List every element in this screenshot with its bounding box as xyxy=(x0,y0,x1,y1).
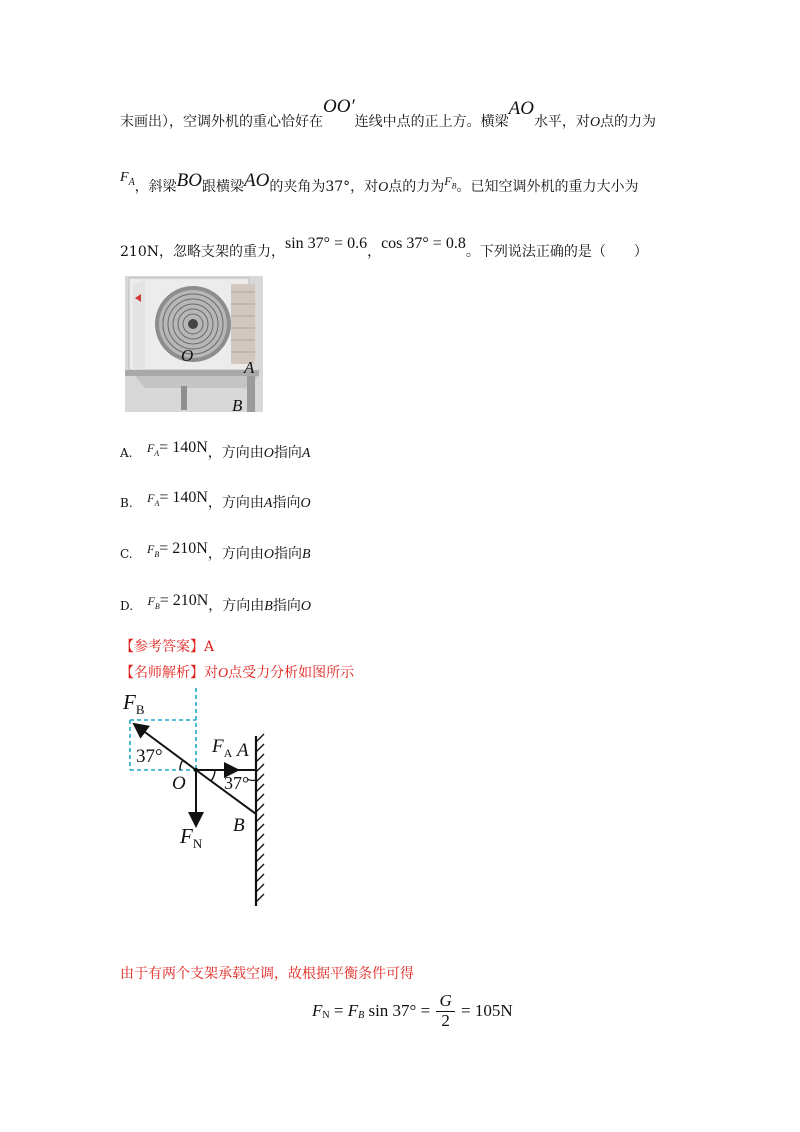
math-ao: AO xyxy=(508,98,534,119)
diagram-label-b: B xyxy=(233,815,245,836)
math-sin: sin 37° = 0.6 xyxy=(284,235,368,252)
air-conditioner-illustration xyxy=(125,276,263,412)
diagram-label-a: A xyxy=(237,740,249,761)
question-text: 210N，忽略支架的重力， xyxy=(120,244,285,260)
question-line-2 xyxy=(120,170,639,198)
option-math: $F_A= 140N$ xyxy=(147,489,208,509)
conclusion-text: 由于有两个支架承载空调，故根据平衡条件可得 xyxy=(120,966,414,982)
math-o: O xyxy=(378,180,389,195)
angle-arc-left xyxy=(180,760,183,770)
force-diagram xyxy=(110,688,280,913)
option-text: ，方向由 xyxy=(207,546,264,562)
option-letter: A. xyxy=(120,446,133,460)
question-text: 。已知空调外机的重力大小为 xyxy=(456,179,639,195)
reference-answer: 【参考答案】A xyxy=(120,639,215,655)
option-math: $F_A= 140N$ xyxy=(146,439,208,459)
question-text: 连线中点的正上方。横梁 xyxy=(354,114,509,130)
analysis-heading: 【名师解析】对O点受力分析如图所示 xyxy=(120,665,355,681)
diagram-angle-left: 37° xyxy=(136,746,163,767)
question-text: 水平，对 xyxy=(533,114,590,130)
question-text: ，斜梁 xyxy=(134,179,177,195)
question-text: 的夹角为37°，对 xyxy=(269,179,379,195)
question-text: 点的力为 xyxy=(388,179,445,195)
photo-label-a: A xyxy=(244,358,255,377)
option-text: ，方向由 xyxy=(207,495,264,511)
math-ao: AO xyxy=(244,170,270,191)
question-text: 点的力为 xyxy=(600,114,657,130)
math-bo: BO xyxy=(176,170,202,191)
diagram-label-o: O xyxy=(172,773,186,794)
question-text: ， xyxy=(367,244,382,260)
option-math: $F_B= 210N$ xyxy=(147,592,209,612)
diagram-label-fb: $F_B$ xyxy=(123,690,145,718)
math-fb: $F_B$ xyxy=(444,174,457,191)
air-conditioner-photo xyxy=(125,276,263,412)
wall-hatching xyxy=(256,734,264,902)
option-text: ，方向由 xyxy=(207,445,264,461)
question-text: 跟横梁 xyxy=(202,179,244,195)
option-letter: B. xyxy=(120,496,133,510)
math-fa: $F_A$ xyxy=(120,170,135,188)
fraction-g-over-2: $\frac{G}{2}$ xyxy=(436,992,454,1030)
option-a[interactable]: A. $F_A= 140N$，方向由O指向A xyxy=(120,439,311,461)
option-b[interactable]: B. $F_A= 140N$，方向由A指向O xyxy=(120,489,311,511)
option-c[interactable]: C. $F_B= 210N$，方向由O指向B xyxy=(120,540,311,562)
math-oo-prime: OO′ xyxy=(323,96,355,117)
angle-arc-right xyxy=(211,770,215,781)
diagram-angle-right: 37° xyxy=(224,773,250,793)
option-d[interactable]: D. $F_B= 210N$，方向由B指向O xyxy=(120,592,311,614)
option-letter: D. xyxy=(120,599,134,613)
diagram-label-fn: $F_N$ xyxy=(180,824,203,852)
diagram-label-fa: $F_A$ xyxy=(212,736,233,760)
math-o: O xyxy=(589,115,601,130)
option-math: $F_B= 210N$ xyxy=(147,540,208,560)
point-o-dot xyxy=(194,768,198,772)
option-text: ，方向由 xyxy=(208,598,265,614)
question-text: 。下列说法正确的是（ ） xyxy=(465,244,648,260)
math-cos: cos 37° = 0.8 xyxy=(381,235,466,252)
photo-label-o: O xyxy=(181,346,194,365)
photo-label-b: B xyxy=(232,396,243,412)
question-line-3 xyxy=(120,235,648,261)
question-line-1 xyxy=(120,96,657,132)
question-text: 末画出），空调外机的重心恰好在 xyxy=(120,114,323,130)
option-letter: C. xyxy=(120,547,133,561)
equilibrium-formula: F $_N$ = F $_B$ sin 37° = $\frac{G}{2}$ = 105N xyxy=(312,991,513,1030)
